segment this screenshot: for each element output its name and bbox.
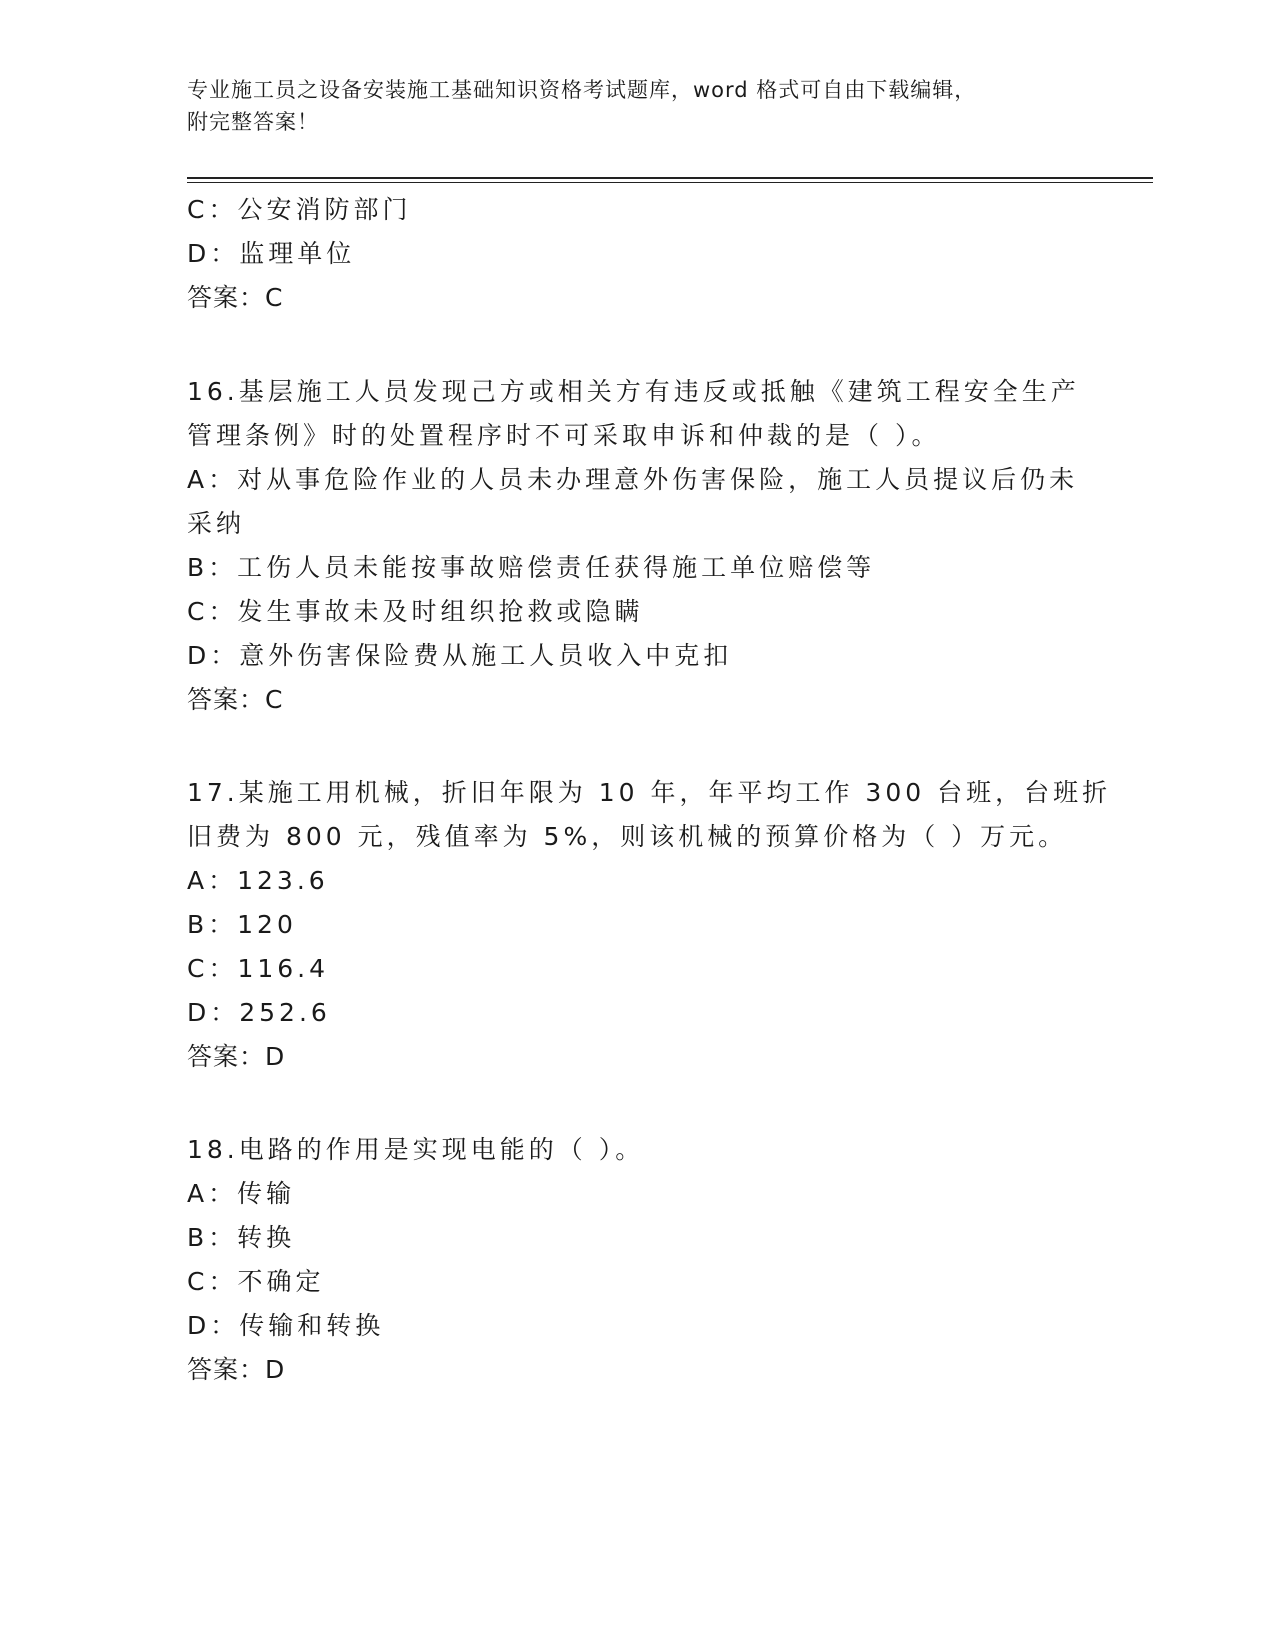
q16-option-a-line-2: 采纳 [187,509,246,538]
header-line-1: 专业施工员之设备安装施工基础知识资格考试题库，word 格式可自由下载编辑， [187,78,977,102]
q16-stem-line-1: 16.基层施工人员发现己方或相关方有违反或抵触《建筑工程安全生产 [187,377,1080,406]
q16-stem-line-2: 管理条例》时的处置程序时不可采取申诉和仲裁的是（ ）。 [187,421,941,450]
q18-answer: 答案：D [187,1355,286,1384]
q18-stem: 18.电路的作用是实现电能的（ ）。 [187,1135,645,1164]
q17-option-d: D：252.6 [187,998,331,1027]
q18-option-d: D：传输和转换 [187,1311,385,1340]
q16-option-c: C：发生事故未及时组织抢救或隐瞒 [187,597,644,626]
q16-option-d: D：意外伤害保险费从施工人员收入中克扣 [187,641,733,670]
q18-option-a: A：传输 [187,1179,296,1208]
q16-answer: 答案：C [187,685,284,714]
document-header [187,74,1067,138]
header-divider-thick [187,177,1153,179]
q17-answer: 答案：D [187,1042,286,1071]
q16-option-b: B：工伤人员未能按事故赔偿责任获得施工单位赔偿等 [187,553,876,582]
q17-option-b: B：120 [187,910,297,939]
header-divider-thin [187,182,1153,183]
q15-option-c: C：公安消防部门 [187,195,412,224]
header-line-2: 附完整答案！ [187,110,319,134]
q18-option-c: C：不确定 [187,1267,325,1296]
q16-option-a-line-1: A：对从事危险作业的人员未办理意外伤害保险，施工人员提议后仍未 [187,465,1079,494]
q17-option-c: C：116.4 [187,954,330,983]
q17-stem-line-2: 旧费为 800 元，残值率为 5%，则该机械的预算价格为（ ）万元。 [187,822,1068,851]
q15-option-d: D：监理单位 [187,239,356,268]
q15-answer: 答案：C [187,283,284,312]
q17-option-a: A：123.6 [187,866,329,895]
q18-option-b: B：转换 [187,1223,296,1252]
q17-stem-line-1: 17.某施工用机械，折旧年限为 10 年，年平均工作 300 台班，台班折 [187,778,1112,807]
